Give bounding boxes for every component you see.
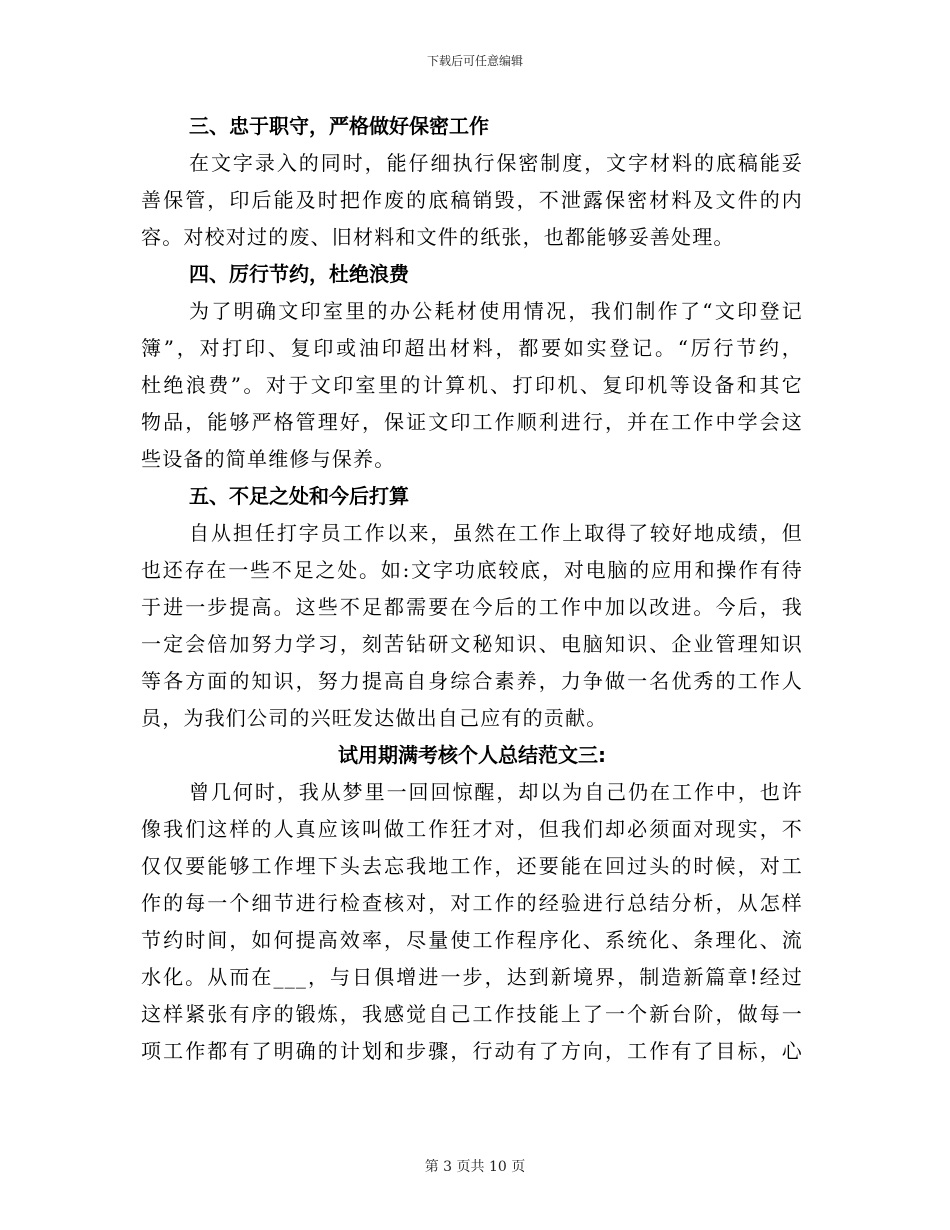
- paragraph-line: 仅仅要能够工作埋下头去忘我地工作，还要能在回过头的时候，对工: [141, 854, 803, 878]
- paragraph-line: 像我们这样的人真应该叫做工作狂才对，但我们却必须面对现实，不: [141, 817, 803, 841]
- paragraph-line: 物品，能够严格管理好，保证文印工作顺利进行，并在工作中学会这: [141, 410, 803, 434]
- sample-paragraph: [141, 774, 803, 1070]
- paragraph-line: 项工作都有了明确的计划和步骤，行动有了方向，工作有了目标，心: [141, 1039, 803, 1063]
- section-heading-4: 四、厉行节约，杜绝浪费: [189, 262, 409, 286]
- paragraph-line: 曾几何时，我从梦里一回回惊醒，却以为自己仍在工作中，也许: [189, 780, 803, 804]
- section-paragraph-5: [141, 515, 803, 737]
- paragraph-line: 于进一步提高。这些不足都需要在今后的工作中加以改进。今后，我: [141, 595, 803, 619]
- paragraph-line: 一定会倍加努力学习，刻苦钻研文秘知识、电脑知识、企业管理知识: [141, 632, 803, 656]
- sample-title: 试用期满考核个人总结范文三:: [338, 743, 606, 767]
- paragraph-line: 节约时间，如何提高效率，尽量使工作程序化、系统化、条理化、流: [141, 928, 803, 952]
- section-heading-3: 三、忠于职守，严格做好保密工作: [189, 114, 489, 138]
- paragraph-line: 也还存在一些不足之处。如:文字功底较底，对电脑的应用和操作有待: [141, 558, 803, 582]
- section-paragraph-4: [141, 293, 803, 478]
- paragraph-line: 些设备的简单维修与保养。: [141, 447, 396, 471]
- page-number: 第 3 页共 10 页: [424, 1159, 526, 1175]
- paragraph-line: 等各方面的知识，努力提高自身综合素养，力争做一名优秀的工作人: [141, 669, 803, 693]
- section-heading-5: 五、不足之处和今后打算: [189, 484, 409, 508]
- paragraph-line: 员，为我们公司的兴旺发达做出自己应有的贡献。: [141, 706, 608, 730]
- section-paragraph-3: [141, 145, 803, 256]
- header-note: 下载后可任意编辑: [426, 54, 523, 68]
- paragraph-line: 水化。从而在___，与日俱增进一步，达到新境界，制造新篇章!经过: [141, 965, 803, 989]
- paragraph-line: 杜绝浪费”。对于文印室里的计算机、打印机、复印机等设备和其它: [141, 373, 803, 397]
- paragraph-line: 作的每一个细节进行检查核对，对工作的经验进行总结分析，从怎样: [141, 891, 803, 915]
- paragraph-line: 善保管，印后能及时把作废的底稿销毁，不泄露保密材料及文件的内: [141, 188, 803, 212]
- paragraph-line: 为了明确文印室里的办公耗材使用情况，我们制作了“文印登记: [189, 299, 803, 323]
- paragraph-line: 在文字录入的同时，能仔细执行保密制度，文字材料的底稿能妥: [189, 151, 803, 175]
- paragraph-line: 自从担任打字员工作以来，虽然在工作上取得了较好地成绩，但: [189, 521, 803, 545]
- paragraph-line: 容。对校对过的废、旧材料和文件的纸张，也都能够妥善处理。: [141, 225, 735, 249]
- paragraph-line: 这样紧张有序的锻炼，我感觉自己工作技能上了一个新台阶，做每一: [141, 1002, 803, 1026]
- document-body: [141, 108, 803, 1070]
- paragraph-line: 簿”，对打印、复印或油印超出材料，都要如实登记。“厉行节约，: [141, 336, 803, 360]
